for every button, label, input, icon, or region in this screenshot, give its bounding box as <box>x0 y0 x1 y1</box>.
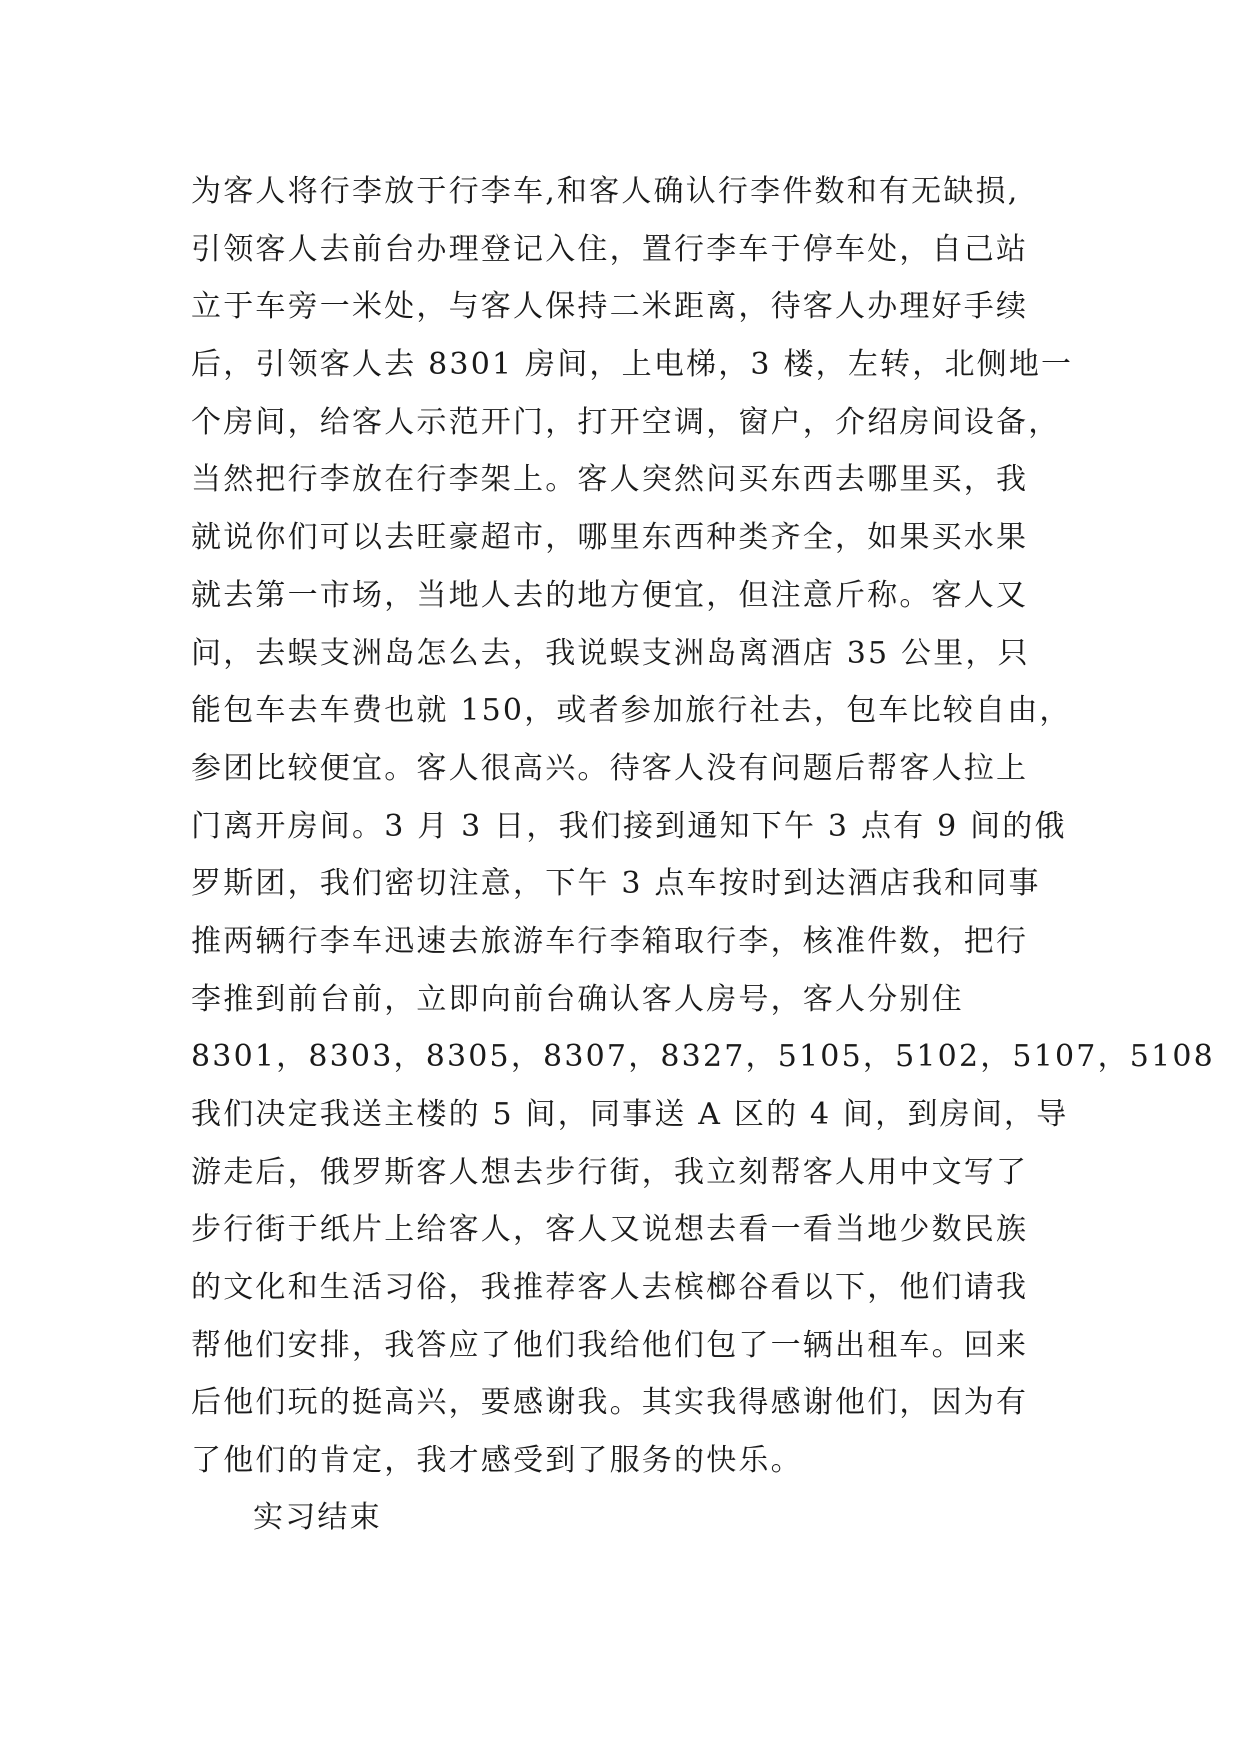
text-line: 就说你们可以去旺豪超市，哪里东西种类齐全，如果买水果 <box>191 520 1029 556</box>
text-line: 推两辆行李车迅速去旅游车行李箱取行李，核准件数，把行 <box>191 923 1029 959</box>
text-line: 李推到前台前，立即向前台确认客人房号，客人分别住 <box>191 981 964 1017</box>
text-line: 游走后，俄罗斯客人想去步行街，我立刻帮客人用中文写了 <box>191 1154 1029 1190</box>
text-line: 后，引领客人去 8301 房间，上电梯，3 楼，左转，北侧地一 <box>191 347 1074 383</box>
text-line: 为客人将行李放于行李车,和客人确认行李件数和有无缺损, <box>191 174 1020 209</box>
text-line: 当然把行李放在行李架上。客人突然问买东西去哪里买，我 <box>191 462 1029 498</box>
text-line: 引领客人去前台办理登记入住，置行李车于停车处，自己站 <box>191 231 1029 267</box>
body-paragraph <box>191 163 1215 1490</box>
text-line: 参团比较便宜。客人很高兴。待客人没有问题后帮客人拉上 <box>191 750 1029 786</box>
text-line: 后他们玩的挺高兴，要感谢我。其实我得感谢他们，因为有 <box>191 1385 1029 1421</box>
text-line: 个房间，给客人示范开门，打开空调，窗户，介绍房间设备， <box>191 404 1061 440</box>
text-line: 步行街于纸片上给客人，客人又说想去看一看当地少数民族 <box>191 1212 1029 1248</box>
text-line: 能包车去车费也就 150，或者参加旅行社去，包车比较自由， <box>191 693 1072 729</box>
text-line: 就去第一市场，当地人去的地方便宜，但注意斤称。客人又 <box>191 577 1029 613</box>
text-line: 我们决定我送主楼的 5 间，同事送 A 区的 4 间，到房间，导 <box>191 1097 1069 1132</box>
section-heading: 实习结束 <box>253 1500 382 1535</box>
text-line: 8301，8303，8305，8307，8327，5105，5102，5107，5108 <box>191 1039 1215 1075</box>
text-line: 门离开房间。3 月 3 日，我们接到通知下午 3 点有 9 间的俄 <box>191 808 1067 844</box>
text-line: 问，去蜈支洲岛怎么去，我说蜈支洲岛离酒店 35 公里，只 <box>191 635 1030 671</box>
text-line: 了他们的肯定，我才感受到了服务的快乐。 <box>191 1443 803 1479</box>
text-line: 立于车旁一米处，与客人保持二米距离，待客人办理好手续 <box>191 289 1029 325</box>
text-line: 帮他们安排，我答应了他们我给他们包了一辆出租车。回来 <box>191 1327 1029 1363</box>
text-line: 罗斯团，我们密切注意，下午 3 点车按时到达酒店我和同事 <box>191 866 1041 902</box>
text-line: 的文化和生活习俗，我推荐客人去槟榔谷看以下，他们请我 <box>191 1270 1029 1306</box>
